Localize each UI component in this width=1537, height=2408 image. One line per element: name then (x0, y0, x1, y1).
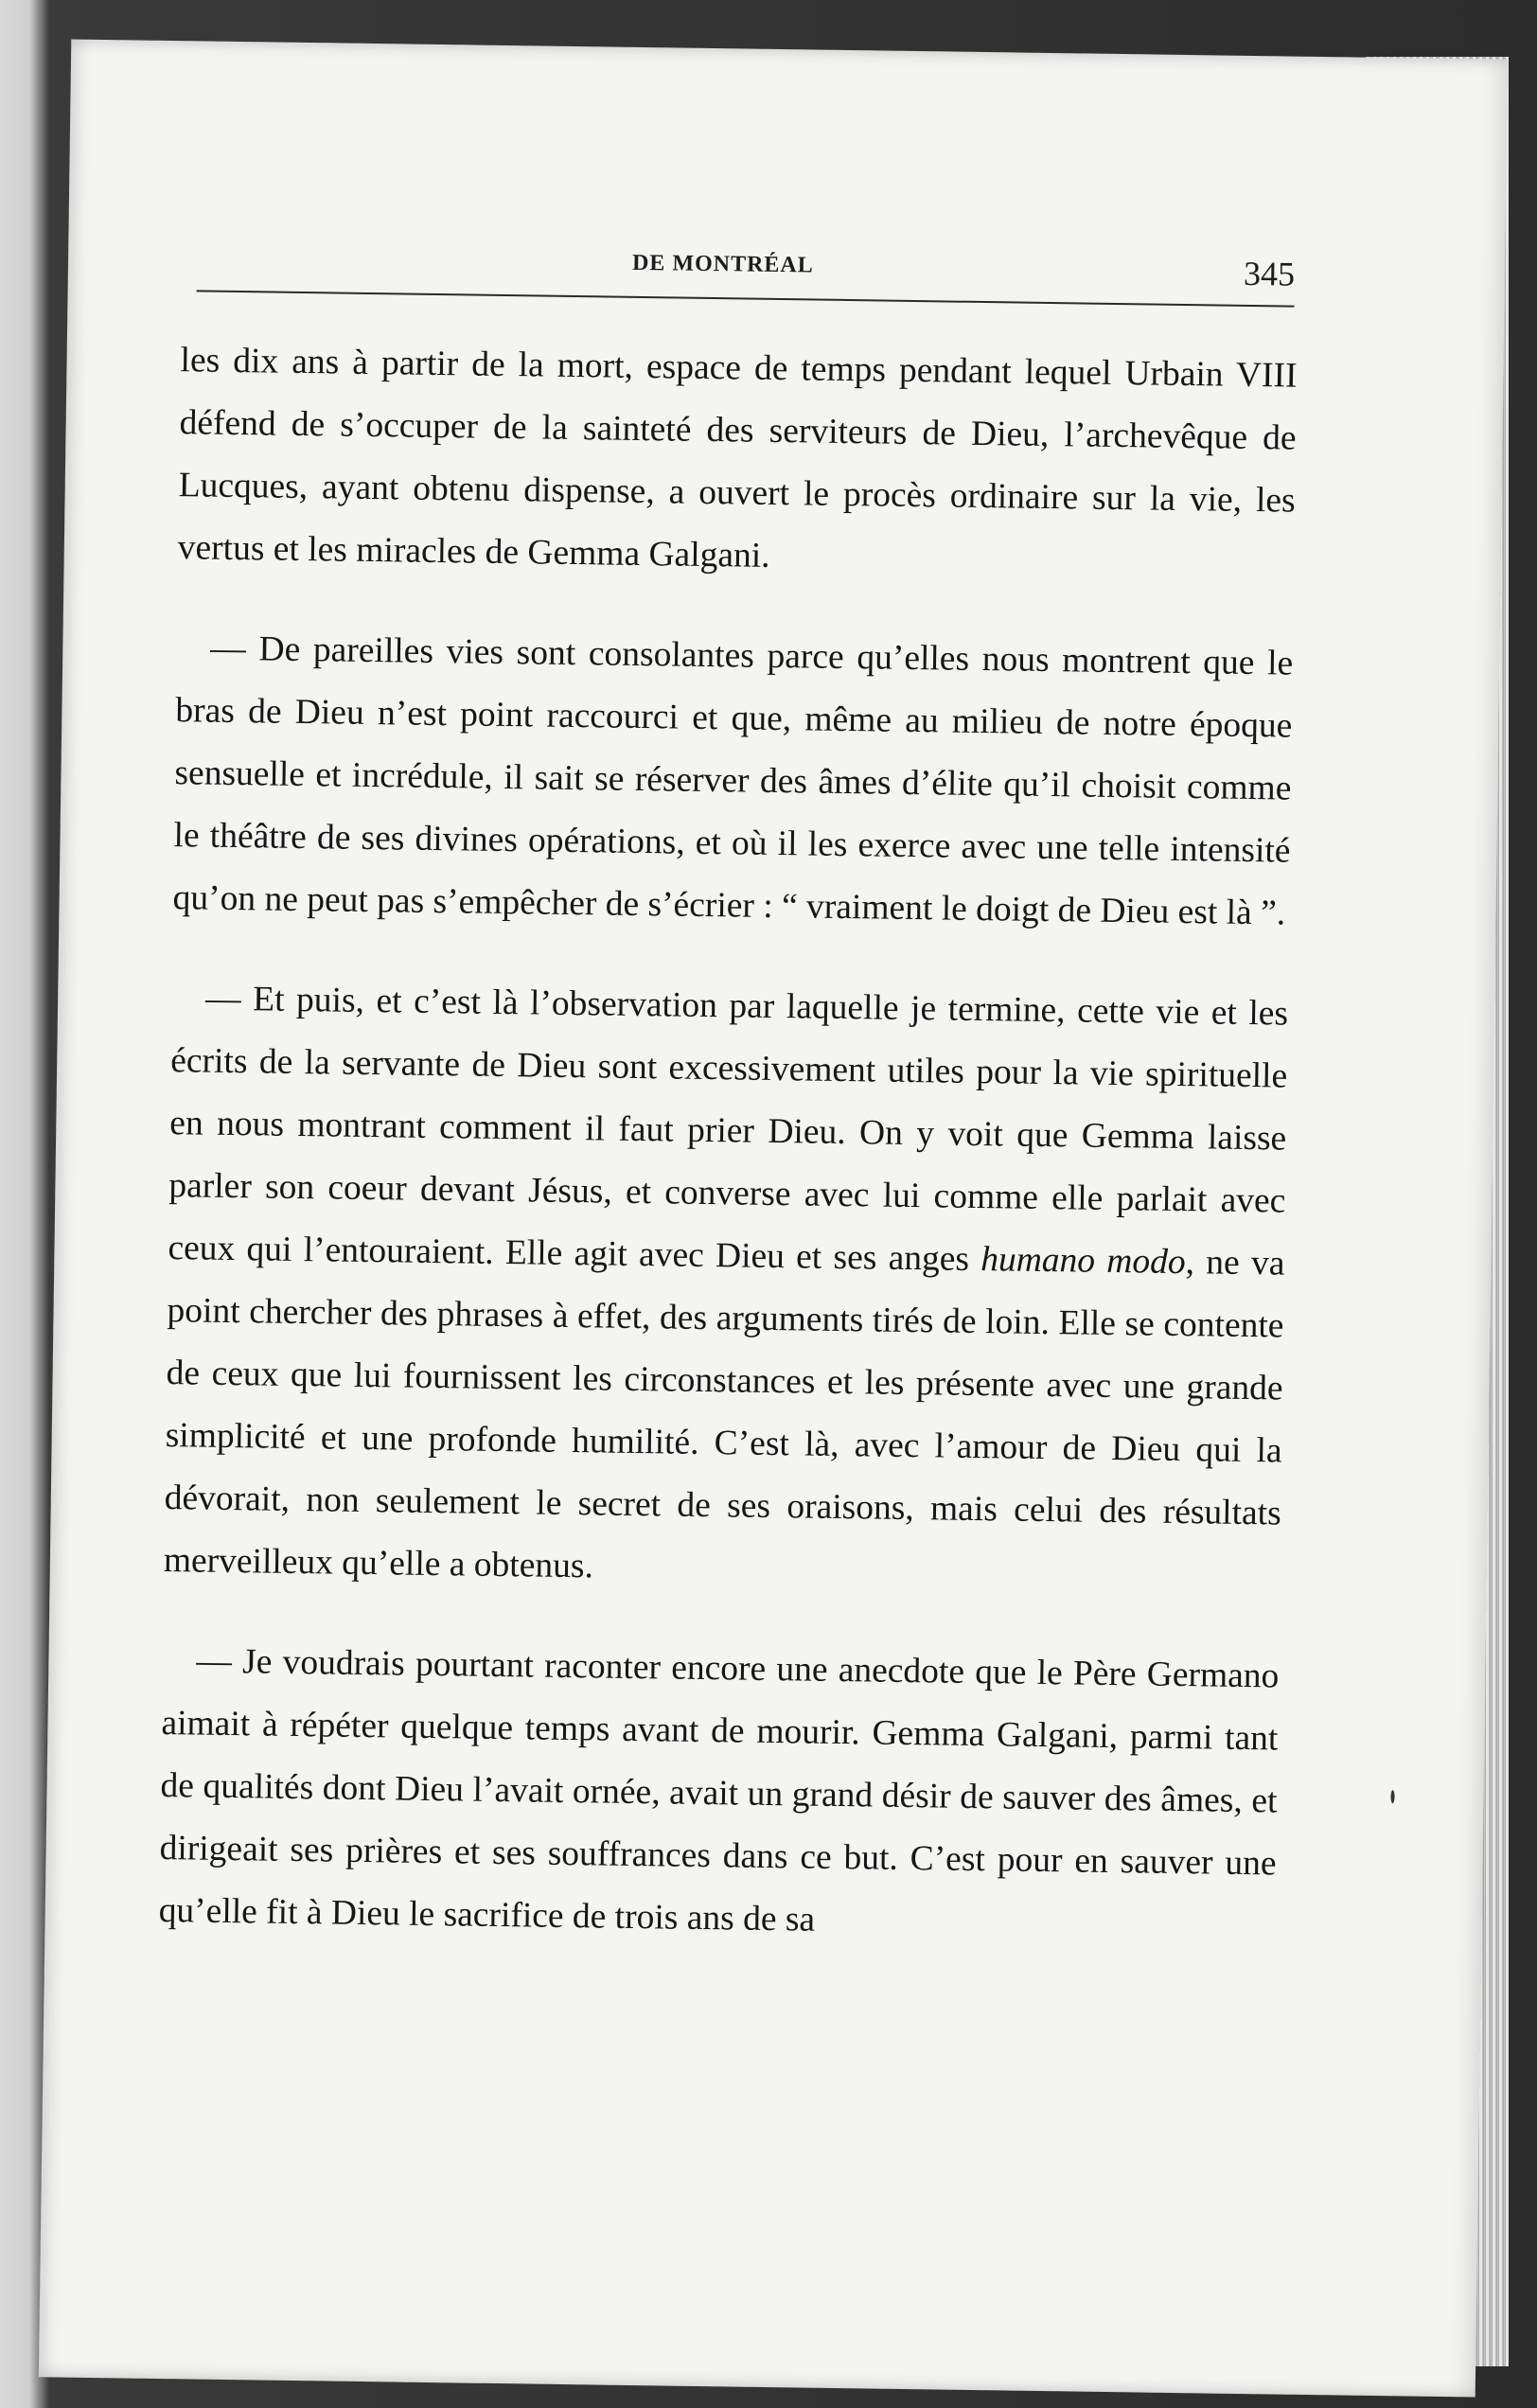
paragraph-3-part-1: — Et puis, et c’est là l’observation par laquelle je termine, cette vie et les écrits de la servante de Dieu sont excessivement utiles pour la vie spirituelle en nous montrant comment il faut prier Dieu. On y voit que Gemma laisse parler son coeur devant Jésus, et converse avec lui comme elle parlait avec ceux qui l’entouraient. Elle agit avec Dieu et ses anges (168, 979, 1289, 1280)
paragraph-3-part-2: , ne va point chercher des phrases à effet, des arguments tirés de loin. Elle se contente de ceux que lui fournissent les circonstances et les présente avec une grande simplicité et une profonde humilité. C’est là, avec l’amour de Dieu qui la dévorait, non seulement le secret de ses oraisons, mais celui des résultats merveilleux qu’elle a obtenus. (163, 1243, 1285, 1586)
book-page (39, 40, 1508, 2398)
ink-speck (1390, 1790, 1394, 1803)
paragraph-4: — Je voudrais pourtant raconter encore une anecdote que le Père Germano aimait à répéter quelque temps avant de mourir. Gemma Galgani, parmi tant de qualités dont Dieu l’avait ornée, avait un grand désir de sauver des âmes, et dirigeait ses prières et ses souffrances dans ce but. C’est pour en sauver une qu’elle fit à Dieu le sacrifice de trois ans de sa (158, 1641, 1280, 1939)
facing-page-edge (0, 0, 49, 2408)
running-head-title: DE MONTRÉAL (631, 250, 814, 278)
body-text (158, 329, 1298, 1995)
paragraph-2: — De pareilles vies sont consolantes parce qu’elles nous montrent que le bras de Dieu n’est point raccourci et que, même au milieu de notre époque sensuelle et incrédule, il sait se réserver des âmes d’élite qu’il choisit comme le théâtre de ses divines opérations, et où il les exerce avec une telle intensité qu’on ne peut pas s’empêcher de s’écrier : “ vraiment le doigt de Dieu est là ”. (172, 629, 1294, 933)
page-number: 345 (1243, 254, 1296, 293)
header-rule (197, 290, 1295, 307)
italic-phrase: humano modo (980, 1240, 1186, 1283)
paragraph-1: les dix ans à partir de la mort, espace de temps pendant lequel Urbain VIII défend de s’occuper de la sainteté des serviteurs de Dieu, l’archevêque de Lucques, ayant obtenu dispense, a ouvert le procès ordinaire sur la vie, les vertus et les miracles de Gemma Galgani. (177, 341, 1298, 575)
running-head (196, 244, 1295, 326)
paragraph-3 (163, 967, 1288, 1607)
